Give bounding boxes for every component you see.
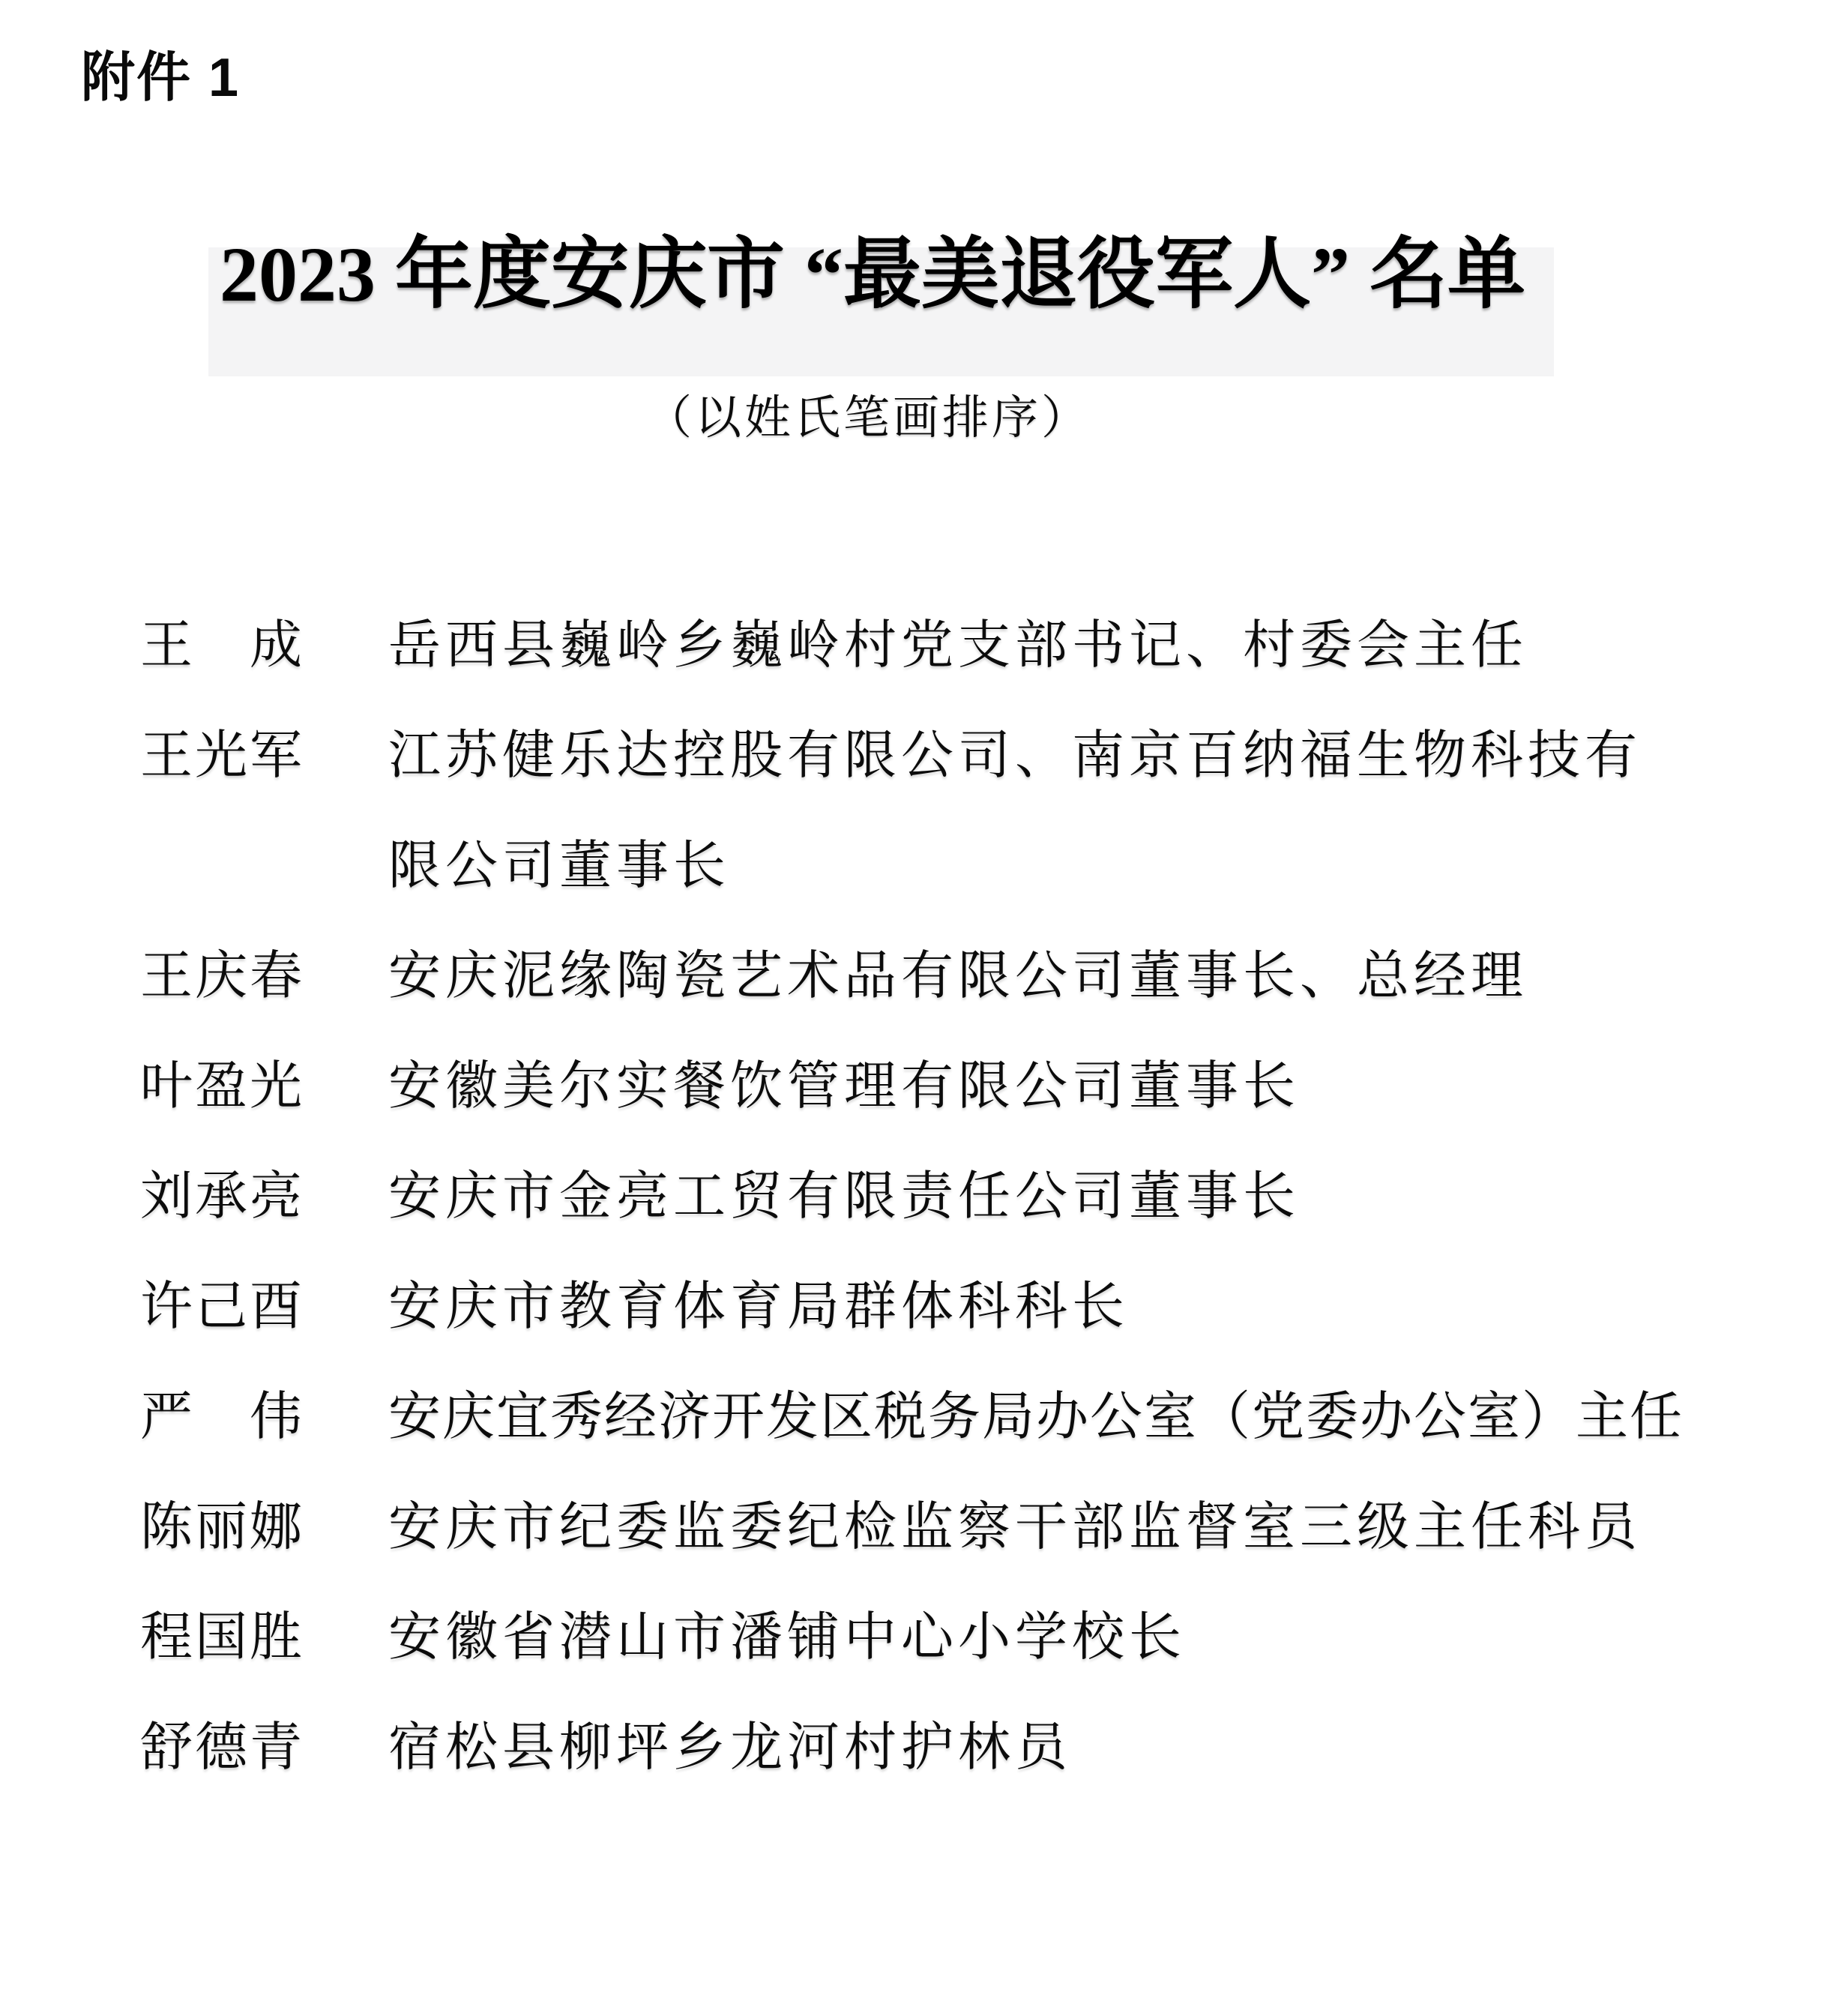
honoree-title: 安庆市教育体育局群体科科长 [388,1278,1129,1336]
honoree-name: 程国胜 [140,1609,302,1667]
honoree-title: 安徽美尔实餐饮管理有限公司董事长 [388,1058,1300,1116]
honoree-name: 叶盈光 [140,1058,302,1116]
honoree-title: 江苏健乐达控股有限公司、南京百纳福生物科技有限公司董事长 [388,727,1642,895]
roster-row [0,1583,1826,1693]
honoree-title: 安庆宜秀经济开发区税务局办公室（党委办公室）主任 [388,1388,1684,1446]
roster-row [0,1252,1826,1362]
honoree-name: 严伟 [140,1388,302,1446]
honoree-title: 岳西县巍岭乡巍岭村党支部书记、村委会主任 [388,617,1528,675]
honoree-name: 舒德青 [140,1719,302,1777]
honoree-name: 许己酉 [140,1278,302,1336]
roster-list [0,591,1826,1803]
honoree-title: 宿松县柳坪乡龙河村护林员 [388,1719,1072,1777]
roster-row [0,1032,1826,1142]
roster-row [0,921,1826,1032]
attachment-label: 附件 1 [81,48,241,108]
honoree-title: 安庆市金亮工贸有限责任公司董事长 [388,1168,1300,1226]
honoree-name: 王庆春 [140,948,302,1005]
honoree-name: 陈丽娜 [140,1499,302,1556]
roster-row [0,701,1826,921]
document-subtitle: （以姓氏笔画排序） [645,393,1091,444]
roster-row [0,1693,1826,1803]
roster-row [0,1142,1826,1252]
roster-row [0,1362,1826,1472]
honoree-title: 安徽省潜山市潘铺中心小学校长 [388,1609,1186,1667]
honoree-name: 王光军 [140,727,302,785]
honoree-title: 安庆市纪委监委纪检监察干部监督室三级主任科员 [388,1499,1642,1556]
honoree-name: 刘承亮 [140,1168,302,1226]
roster-row [0,591,1826,701]
document-title: 2023 年度安庆市 “最美退役军人” 名单 [219,232,1525,318]
honoree-name: 王成 [140,617,302,675]
honoree-title: 安庆泥缘陶瓷艺术品有限公司董事长、总经理 [388,948,1528,1005]
roster-row [0,1472,1826,1583]
